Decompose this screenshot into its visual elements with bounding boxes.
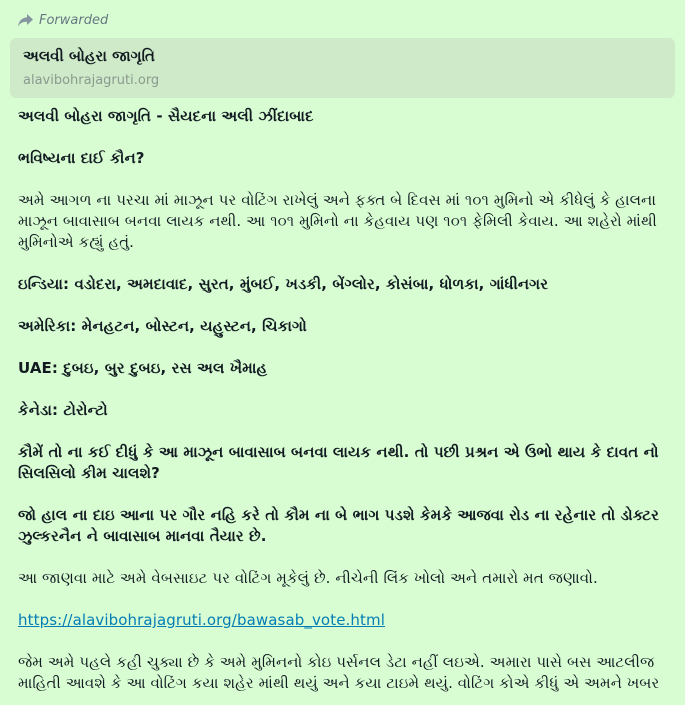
message-cta: આ જાણવા માટે અમે વેબસાઇટ પર વોટિંગ મૂકેલું છે. નીચેની લિંક ખોલો અને તમારો મત જણાવો. xyxy=(18,569,598,587)
vote-link[interactable]: https://alavibohrajagruti.org/bawasab_vote.html xyxy=(18,611,385,629)
forward-arrow-icon xyxy=(18,14,33,27)
link-preview-title: અલવી બોહરા જાગૃતિ xyxy=(23,47,155,65)
link-preview-card[interactable] xyxy=(10,38,675,98)
message-heading: અલવી બોહરા જાગૃતિ - સૈયદના અલી ઝીંદાબાદ xyxy=(18,107,314,125)
city-list-america: અમેરિકા: મેનહટન, બોસ્ટન, યહુસ્ટન, ચિકાગો xyxy=(18,317,307,335)
message-warning: જો હાલ ના દાઇ આના પર ગૌર નહિ કરે તો કૌમ ના બે ભાગ પડશે કેમકે આજવા રોડ ના રહેનાર તો ડોક્ટર ઝુલ્કરનૈન ને બાવાસાબ માનવા તૈયાર છે. xyxy=(18,506,659,545)
message-privacy: જેમ અમે પહલે કહી ચુક્યા છે કે અમે મુમિનનો કોઇ પર્સનલ ડેટા નહીં લઇએ. અમારા પાસે બસ આટલીજ માહિતી આવશે કે આ વોટિંગ કયા શહેર માંથી થયું અને કયા ટાઇમે થયું. વોટિંગ કોએ કીધું એ અમને ખબર xyxy=(18,653,660,692)
forwarded-text: Forwarded xyxy=(39,12,109,28)
forwarded-label xyxy=(18,10,108,30)
city-list-uae: UAE: દુબઇ, બુર દુબઇ, રસ અલ ખૈમાહ xyxy=(18,359,268,377)
city-list-canada: કેનેડા: ટોરોન્ટો xyxy=(18,401,108,419)
link-preview-domain: alavibohrajagruti.org xyxy=(23,73,160,88)
message-text xyxy=(18,106,670,705)
message-question: ભવિષ્યના દાઈ કૌન? xyxy=(18,149,145,167)
message-question-2: કૌમેં તો ના કઈ દીધું કે આ માઝૂન બાવાસાબ બનવા લાયક નથી. તો પછી પ્રશ્રન એ ઉભો થાય કે દાવત નો સિલસિલો કીમ ચાલશે? xyxy=(18,443,659,482)
message-intro: અમે આગળ ના પરચા માં માઝૂન પર વોટિંગ રાખેલું અને ફક્ત બે દિવસ માં ૧૦૧ મુમિનો એ કીધેલું કે હાલના માઝૂન બાવાસાબ બનવા લાયક નથી. આ ૧૦૧ મુમિનો ના કેહવાય પણ ૧૦૧ ફેમિલી કેવાય. આ શહેરો માંથી મુમિનોએ કહ્યું હતું. xyxy=(18,191,657,251)
city-list-india: ઇન્ડિયા: વડોદરા, અમદાવાદ, સુરત, મુંબઈ, ખડકી, બેંગ્લોર, કોસંબા, ધોળકા, ગાંધીનગર xyxy=(18,275,549,293)
